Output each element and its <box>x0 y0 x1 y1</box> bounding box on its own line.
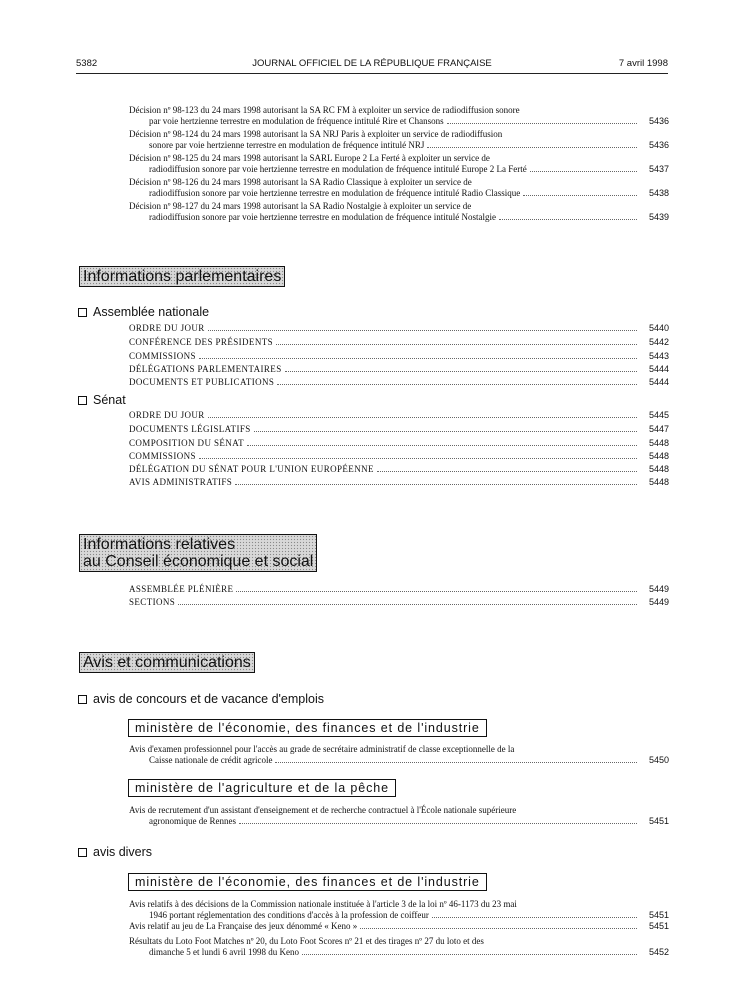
page-ref: 5448 <box>648 451 669 461</box>
toc-entry[interactable]: COMPOSITION DU SÉNAT 5448 <box>129 438 669 448</box>
journal-title: JOURNAL OFFICIEL DE LA RÉPUBLIQUE FRANÇAISE <box>252 58 492 69</box>
toc-entry[interactable]: Avis d'examen professionnel pour l'accès au grade de secrétaire administratif de classe exceptionnelle de la Caisse nationale de crédit agricole 5450 <box>129 744 669 765</box>
checkbox-square-icon <box>78 848 87 857</box>
page-ref: 5437 <box>648 163 669 174</box>
page-ref: 5436 <box>648 115 669 126</box>
page-ref: 5440 <box>648 323 669 333</box>
toc-entry[interactable]: ORDRE DU JOUR 5440 <box>129 323 669 333</box>
toc-entry[interactable]: DÉLÉGATION DU SÉNAT POUR L'UNION EUROPÉENNE 5448 <box>129 464 669 474</box>
page-ref: 5444 <box>648 364 669 374</box>
toc-entry[interactable]: DOCUMENTS ET PUBLICATIONS 5444 <box>129 377 669 387</box>
running-header <box>76 58 668 72</box>
page-ref: 5450 <box>648 754 669 765</box>
page-number: 5382 <box>76 58 98 69</box>
toc-entry[interactable]: Avis relatifs à des décisions de la Commission nationale instituée à l'article 3 de la loi nº 46-1173 du 23 mai 1946 portant réglementation des conditions d'accès à la profession de coiffeur 5451 <box>129 899 669 920</box>
page-ref: 5448 <box>648 438 669 448</box>
page-ref: 5439 <box>648 211 669 222</box>
page-ref: 5447 <box>648 424 669 434</box>
toc-entry[interactable]: SECTIONS 5449 <box>129 597 669 607</box>
page-ref: 5451 <box>648 921 669 931</box>
page-ref: 5444 <box>648 377 669 387</box>
toc-entry[interactable]: Résultats du Loto Foot Matches nº 20, du Loto Foot Scores nº 21 et des tirages nº 27 du loto et des dimanche 5 et lundi 6 avril 1998 du Keno 5452 <box>129 936 669 957</box>
page-ref: 5442 <box>648 337 669 347</box>
checkbox-square-icon <box>78 695 87 704</box>
checkbox-square-icon <box>78 396 87 405</box>
page-ref: 5448 <box>648 477 669 487</box>
subsection-assemblee-nationale: Assemblée nationale <box>78 305 209 319</box>
page-ref: 5445 <box>648 410 669 420</box>
header-rule <box>76 73 668 74</box>
toc-entry[interactable]: Avis de recrutement d'un assistant d'enseignement et de recherche contractuel à l'École nationale supérieure agronomique de Rennes 5451 <box>129 805 669 826</box>
subsection-senat: Sénat <box>78 393 126 407</box>
ministry-box-economie: ministère de l'économie, des finances et de l'industrie <box>128 719 487 737</box>
subsection-avis-concours: avis de concours et de vacance d'emplois <box>78 692 324 706</box>
page-ref: 5451 <box>648 909 669 920</box>
section-banner-avis: Avis et communications <box>79 652 255 673</box>
ministry-box-economie: ministère de l'économie, des finances et de l'industrie <box>128 873 487 891</box>
page-ref: 5438 <box>648 187 669 198</box>
page-ref: 5449 <box>648 584 669 594</box>
toc-entry[interactable]: DÉLÉGATIONS PARLEMENTAIRES 5444 <box>129 364 669 374</box>
issue-date: 7 avril 1998 <box>618 58 668 69</box>
toc-entry[interactable]: COMMISSIONS 5443 <box>129 351 669 361</box>
toc-entry[interactable]: ASSEMBLÉE PLÉNIÈRE 5449 <box>129 584 669 594</box>
page-ref: 5436 <box>648 139 669 150</box>
section-banner-ces: Informations relatives au Conseil économique et social <box>79 534 317 572</box>
page-ref: 5448 <box>648 464 669 474</box>
toc-entry[interactable]: Décision nº 98-127 du 24 mars 1998 autorisant la SA Radio Nostalgie à exploiter un service de radiodiffusion sonore par voie hertzienne terrestre en modulation de fréquence intitulé Nostalgie 5439 <box>129 201 669 222</box>
page-ref: 5452 <box>648 946 669 957</box>
toc-entry[interactable]: Décision nº 98-126 du 24 mars 1998 autorisant la SA Radio Classique à exploiter un service de radiodiffusion sonore par voie hertzienne terrestre en modulation de fréquence intitulé Radio Classique 5438 <box>129 177 669 198</box>
toc-entry[interactable]: CONFÉRENCE DES PRÉSIDENTS 5442 <box>129 337 669 347</box>
toc-entry[interactable]: Avis relatif au jeu de La Française des jeux dénommé « Keno » 5451 <box>129 921 669 931</box>
page-ref: 5451 <box>648 815 669 826</box>
page-ref: 5449 <box>648 597 669 607</box>
ministry-box-agriculture: ministère de l'agriculture et de la pêche <box>128 779 396 797</box>
toc-entry[interactable]: ORDRE DU JOUR 5445 <box>129 410 669 420</box>
section-banner-parlementaires: Informations parlementaires <box>79 266 285 287</box>
subsection-avis-divers: avis divers <box>78 845 152 859</box>
checkbox-square-icon <box>78 308 87 317</box>
toc-entry[interactable]: COMMISSIONS 5448 <box>129 451 669 461</box>
toc-entry[interactable]: Décision nº 98-125 du 24 mars 1998 autorisant la SARL Europe 2 La Ferté à exploiter un service de radiodiffusion sonore par voie hertzienne terrestre en modulation de fréquence intitulé Europe 2 La Ferté 5437 <box>129 153 669 174</box>
toc-entry[interactable]: Décision nº 98-123 du 24 mars 1998 autorisant la SA RC FM à exploiter un service de radiodiffusion sonore par voie hertzienne terrestre en modulation de fréquence intitulé Rire et Chansons 5436 <box>129 105 669 126</box>
page-ref: 5443 <box>648 351 669 361</box>
toc-entry[interactable]: Décision nº 98-124 du 24 mars 1998 autorisant la SA NRJ Paris à exploiter un service de radiodiffusion sonore par voie hertzienne terrestre en modulation de fréquence intitulé NRJ 5436 <box>129 129 669 150</box>
toc-entry[interactable]: AVIS ADMINISTRATIFS 5448 <box>129 477 669 487</box>
toc-entry[interactable]: DOCUMENTS LÉGISLATIFS 5447 <box>129 424 669 434</box>
